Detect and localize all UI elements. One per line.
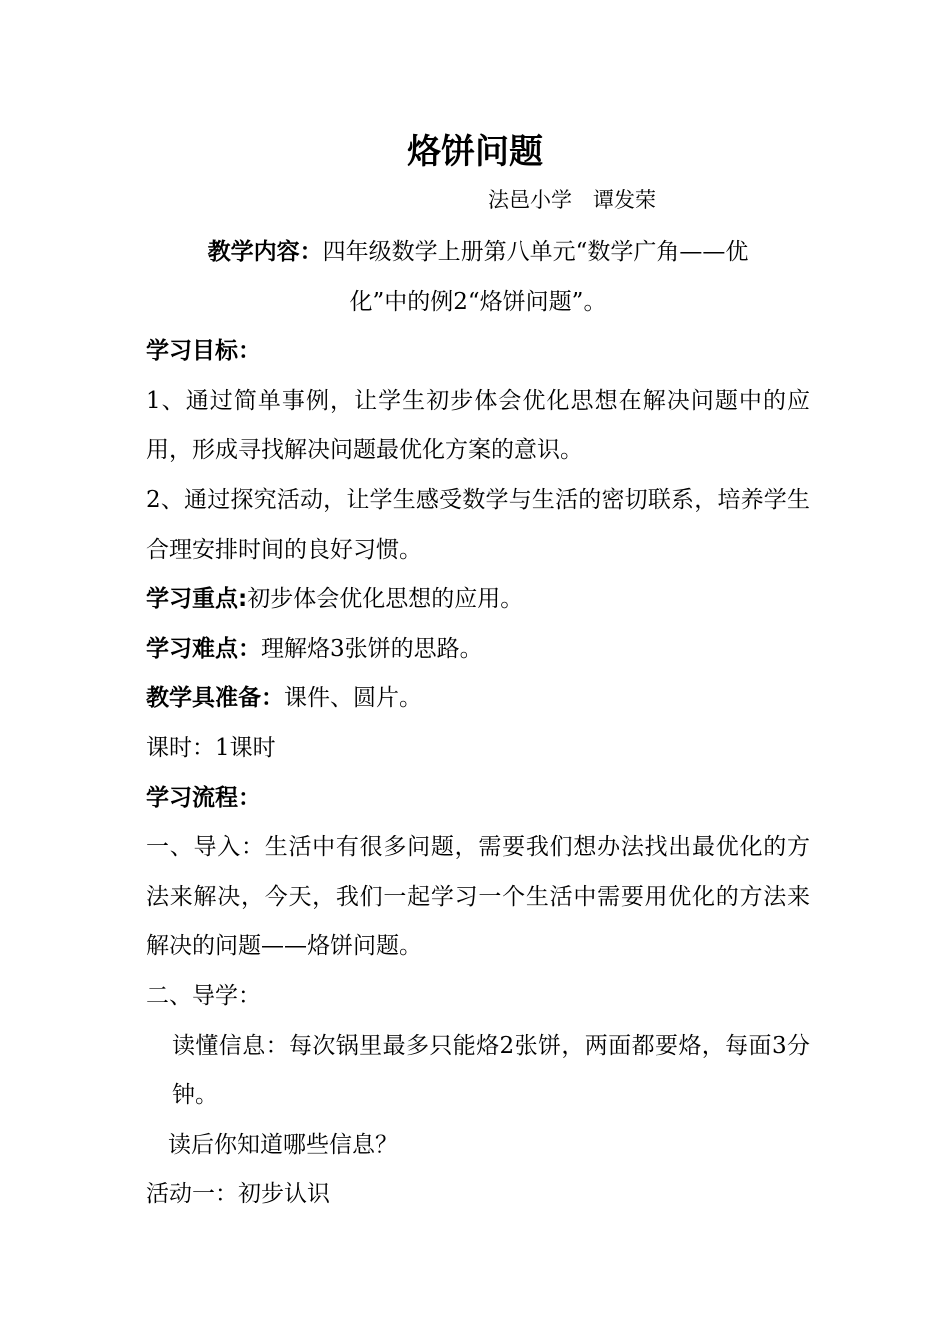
difficulty-line: [146, 625, 810, 675]
key-point-label: 学习重点:: [146, 586, 248, 613]
period-line: 课时：1课时: [146, 734, 276, 761]
goal-item-2: 2、通过探究活动，让学生感受数学与生活的密切联系，培养学生合理安排时间的良好习惯。: [146, 486, 810, 563]
preparation-label: 教学具准备：: [146, 685, 284, 712]
process-info: 读懂信息：每次锅里最多只能烙2张饼，两面都要烙，每面3分钟。: [172, 1032, 810, 1109]
goals-heading: 学习目标：: [146, 338, 261, 365]
goal-item-1: 1、通过简单事例，让学生初步体会优化思想在解决问题中的应用，形成寻找解决问题最优化方案的意识。: [146, 387, 810, 464]
process-activity: 活动一：初步认识: [146, 1181, 330, 1208]
process-question: 读后你知道哪些信息？: [168, 1131, 398, 1158]
process-heading: 学习流程：: [146, 784, 261, 811]
key-point-text: 初步体会优化思想的应用。: [247, 586, 524, 613]
process-intro: 一、导入：生活中有很多问题，需要我们想办法找出最优化的方法来解决，今天，我们一起学习一个生活中需要用优化的方法来解决的问题——烙饼问题。: [146, 834, 810, 960]
document-title: 烙饼问题: [407, 132, 543, 172]
preparation-line: [146, 674, 810, 724]
difficulty-label: 学习难点：: [146, 635, 261, 662]
process-guide: 二、导学：: [146, 982, 261, 1009]
author-line: 法邑小学 谭发荣: [488, 188, 656, 212]
key-point-line: [146, 575, 810, 625]
preparation-text: 课件、圆片。: [284, 685, 422, 712]
document-body: [146, 228, 810, 1220]
teaching-content-label: 教学内容：: [207, 239, 323, 265]
teaching-content-line-2: 化”中的例2“烙饼问题”。: [349, 288, 607, 315]
difficulty-text: 理解烙3张饼的思路。: [261, 635, 483, 662]
teaching-content-text-1: 四年级数学上册第八单元“数学广角——优: [322, 239, 749, 265]
teaching-content-line-1: [146, 228, 810, 278]
